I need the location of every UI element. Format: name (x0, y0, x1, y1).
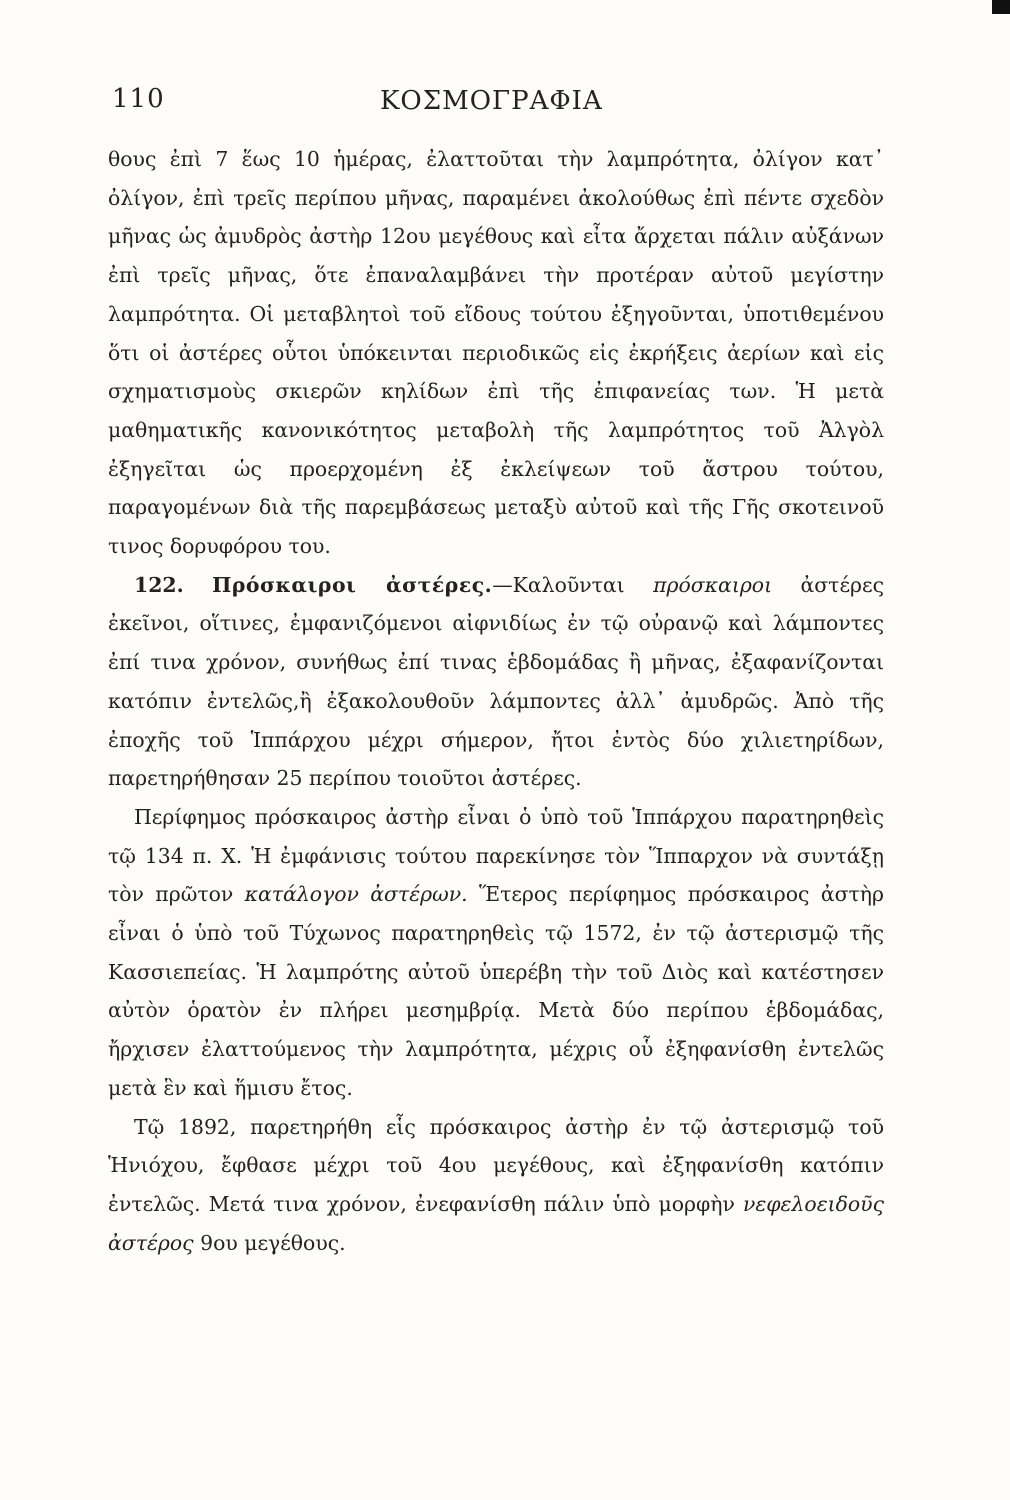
term-catalogue: κατάλογον ἀστέρων. (244, 882, 468, 907)
paragraph-text: 9ου μεγέθους. (193, 1230, 346, 1255)
section-number: 122. (134, 572, 184, 597)
paragraph-text: Ἕτερος περίφημος πρόσκαιρος ἀστὴρ εἶναι ὁ ὑπὸ τοῦ Τύχωνος παρατηρηθεὶς τῷ 1572, ἐν τῷ ἀστερισμῷ τῆς Κασσιεπείας. Ἡ λαμπρότης αὐτοῦ ὑπερέβη τὴν τοῦ Διὸς καὶ κατέστησεν αὐτὸν ὁρατὸν ἐν πλήρει μεσημβρίᾳ. Μετὰ δύο περίπου ἑβδομάδας, ἤρχισεν ἐλαττούμενος τὴν λαμπρότητα, μέχρις οὗ ἐξηφανίσθη ἐντελῶς μετὰ ἓν καὶ ἥμισυ ἔτος. (108, 882, 885, 1100)
section-title: Πρόσκαιροι ἀστέρες. (212, 572, 493, 597)
paragraph-text: ἀστέρες ἐκεῖνοι, οἵτινες, ἐμφανιζόμενοι αἰφνιδίως ἐν τῷ οὐρανῷ καὶ λάμποντες ἐπί τινα χρόνον, συνήθως ἐπί τινας ἑβδομάδας ἢ μῆνας, ἐξαφανίζονται κατόπιν ἐντελῶς,ἢ ἐξακολουθοῦν λάμποντες ἀλλ᾽ ἀμυδρῶς. Ἀπὸ τῆς ἐποχῆς τοῦ Ἱππάρχου μέχρι σήμερον, ἤτοι ἐντὸς δύο χιλιετηρίδων, παρετηρήθησαν 25 περίπου τοιοῦτοι ἀστέρες. (108, 572, 884, 791)
paragraph-text: Τῷ 1892, παρετηρήθη εἷς πρόσκαιρος ἀστὴρ ἐν τῷ ἀστερισμῷ τοῦ Ἡνιόχου, ἔφθασε μέχρι τοῦ 4ου μεγέθους, καὶ ἐξηφανίσθη κατόπιν ἐντελῶς. Μετά τινα χρόνον, ἐνεφανίσθη πάλιν ὑπὸ μορφὴν (108, 1114, 884, 1216)
paragraph-1892 (108, 1108, 884, 1263)
paragraph-hipparchus-tycho (108, 798, 884, 1108)
body-text (108, 140, 884, 1262)
paragraph-continuation: θους ἐπὶ 7 ἕως 10 ἡμέρας, ἐλαττοῦται τὴν λαμπρότητα, ὀλίγον κατ᾽ ὀλίγον, ἐπὶ τρεῖς περίπου μῆνας, παραμένει ἀκολούθως ἐπὶ πέντε σχεδὸν μῆνας ὡς ἀμυδρὸς ἀστὴρ 12ου μεγέθους καὶ εἶτα ἄρχεται πάλιν αὐξάνων ἐπὶ τρεῖς μῆνας, ὅτε ἐπαναλαμβάνει τὴν προτέραν αὐτοῦ μεγίστην λαμπρότητα. Οἱ μεταβλητοὶ τοῦ εἴδους τούτου ἐξηγοῦνται, ὑποτιθεμένου ὅτι οἱ ἀστέρες οὗτοι ὑπόκεινται περιοδικῶς εἰς ἐκρήξεις ἀερίων καὶ εἰς σχηματισμοὺς σκιερῶν κηλίδων ἐπὶ τῆς ἐπιφανείας των. Ἡ μετὰ μαθηματικῆς κανονικότητος μεταβολὴ τῆς λαμπρότητος τοῦ Ἀλγὸλ ἐξηγεῖται ὡς προερχομένη ἐξ ἐκλείψεων τοῦ ἄστρου τούτου, παραγομένων διὰ τῆς παρεμβάσεως μεταξὺ αὐτοῦ καὶ τῆς Γῆς σκοτεινοῦ τινος δορυφόρου του. (108, 147, 884, 559)
running-head: ΚΟΣΜΟΓΡΑΦΙΑ (380, 86, 603, 116)
scan-corner-mark (992, 0, 1010, 14)
term-nebulous-star: νεφελοειδοῦς ἀστέρος (108, 1191, 884, 1255)
paragraph-section-122 (108, 566, 884, 798)
paragraph-text: Περίφημος πρόσκαιρος ἀστὴρ εἶναι ὁ ὑπὸ τοῦ Ἱππάρχου παρατηρηθεὶς τῷ 134 π. Χ. Ἡ ἐμφάνισις τούτου παρεκίνησε τὸν Ἵππαρχον νὰ συντάξῃ τὸν πρῶτον (108, 804, 884, 907)
term-proskairoi: πρόσκαιροι (653, 572, 773, 597)
paragraph-dash: —Καλοῦνται (492, 572, 654, 597)
page-number: 110 (112, 84, 165, 114)
